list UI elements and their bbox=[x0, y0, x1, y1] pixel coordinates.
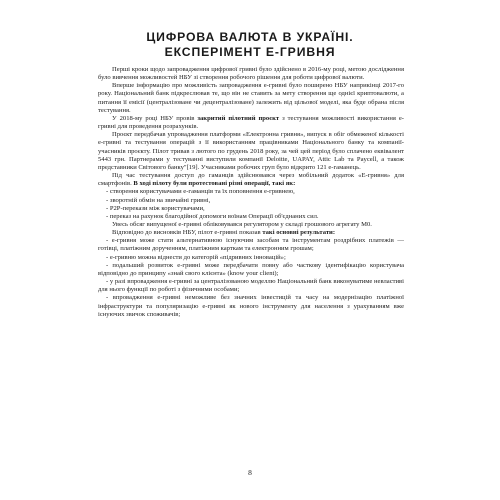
paragraph-m0: Увесь обсяг випущеної е-гривні обліковувався регулятором у складі грошового агрегату М0. bbox=[112, 220, 372, 228]
paragraph-2018-text-start: У 2018-му році НБУ провів bbox=[112, 114, 198, 122]
list-item: - переказ на рахунок благодійної допомоги воїнам Операції об'єднаних сил. bbox=[106, 212, 319, 220]
list-item: - P2P-перекази між користувачами, bbox=[106, 204, 205, 212]
paragraph-intro: Перші кроки щодо запровадження цифрової гривні було здійснено в 2016-му році, метою дослідження було вивчення можливостей НБУ зі створення робочого рішення для роботи цифрової валюти. bbox=[98, 66, 404, 82]
list-item: - у разі впровадження е-гривні за централізованою моделлю Національний банк виконуватиме невластиві для нього функції по роботі з фізичними особами; bbox=[98, 278, 404, 294]
paragraph-testing bbox=[98, 172, 404, 188]
chapter-title-line-1: ЦИФРОВА ВАЛЮТА В УКРАЇНІ. bbox=[146, 30, 354, 44]
paragraph-testing-bold: В ході пілоту були протестовані різні операції, такі як: bbox=[133, 180, 296, 188]
paragraph-testing-text: Під час тестування доступ до гаманців здійснювався через мобільний додаток «Е-гривня» для смартфонів. bbox=[98, 172, 404, 188]
list-item: - е-гривню можна віднести до категорій «підривних інновацій»; bbox=[106, 253, 286, 261]
paragraph-results-bold: такі основні результати: bbox=[262, 229, 336, 237]
paragraph-project: Проєкт передбачав упровадження платформи «Електронна гривня», випуск в обіг обмеженої кількості е-гривні та тестування операцій з її використанням працівниками Національного банку та компанії-учасників проєкту. Пілот тривав з лютого по грудень 2018 року, за чей цей період було сплачено еквівалент 5443 грн. Партнерами у тестуванні виступили компанії Deloitte, UAPAY, Attic Lab та Paycell, а також представники Світового банку"[19]. Учасниками робочих груп було відкрито 121 е-гаманець. bbox=[98, 131, 404, 171]
paragraph-2018-pilot bbox=[98, 115, 404, 131]
paragraph-2017: Вперше інформацію про можливість запровадження е-гривні було поширено НБУ наприкінці 2017-го року. Національний банк підкреслював те, що він не ставить за мету створення ще однієї криптовалюти, а питання її емісії (централізоване чи децентралізоване) залежить від цільової моделі, яка буде обрана після тестування. bbox=[98, 82, 404, 114]
chapter-title bbox=[80, 30, 420, 60]
list-item: - е-гривня може стати альтернативною існуючим засобам та інструментам роздрібних платежів — готівці, платіжним дорученням, платіжним карткам та електронним грошам; bbox=[98, 237, 404, 253]
chapter-title-line-2: ЕКСПЕРІМЕНТ Е-ГРИВНЯ bbox=[164, 45, 336, 59]
paragraph-2018-text-end: з тестування можливості використання е-гривні для проведення розрахунків. bbox=[98, 114, 404, 131]
paragraph-2018-bold: закритий пілотний проєкт bbox=[197, 114, 280, 122]
list-item: - створення користувачами е-гаманців та їх поповнення е-гривнею, bbox=[106, 188, 295, 196]
list-item: - зворотній обмін на звичайні гривні, bbox=[106, 196, 211, 204]
list-item: - подальший розвиток е-гривні може передбачати повну або часткову ідентифікацію користувача відповідно до принципу «знай свого клієнта» (know your client); bbox=[98, 261, 404, 277]
paragraph-results-text: Відповідно до висновків НБУ, пілот е-гривні показав bbox=[112, 229, 263, 237]
paragraph-results bbox=[98, 229, 404, 237]
body-text bbox=[98, 66, 404, 319]
list-item: - впровадження е-гривні неможливе без значних інвестицій та часу на модернізацію платіжної інфраструктури та популяризацію е-гривні як нового інструменту для населення з урахуванням вже існуючих звичок споживачів; bbox=[98, 294, 404, 318]
page-number: 8 bbox=[248, 468, 252, 477]
